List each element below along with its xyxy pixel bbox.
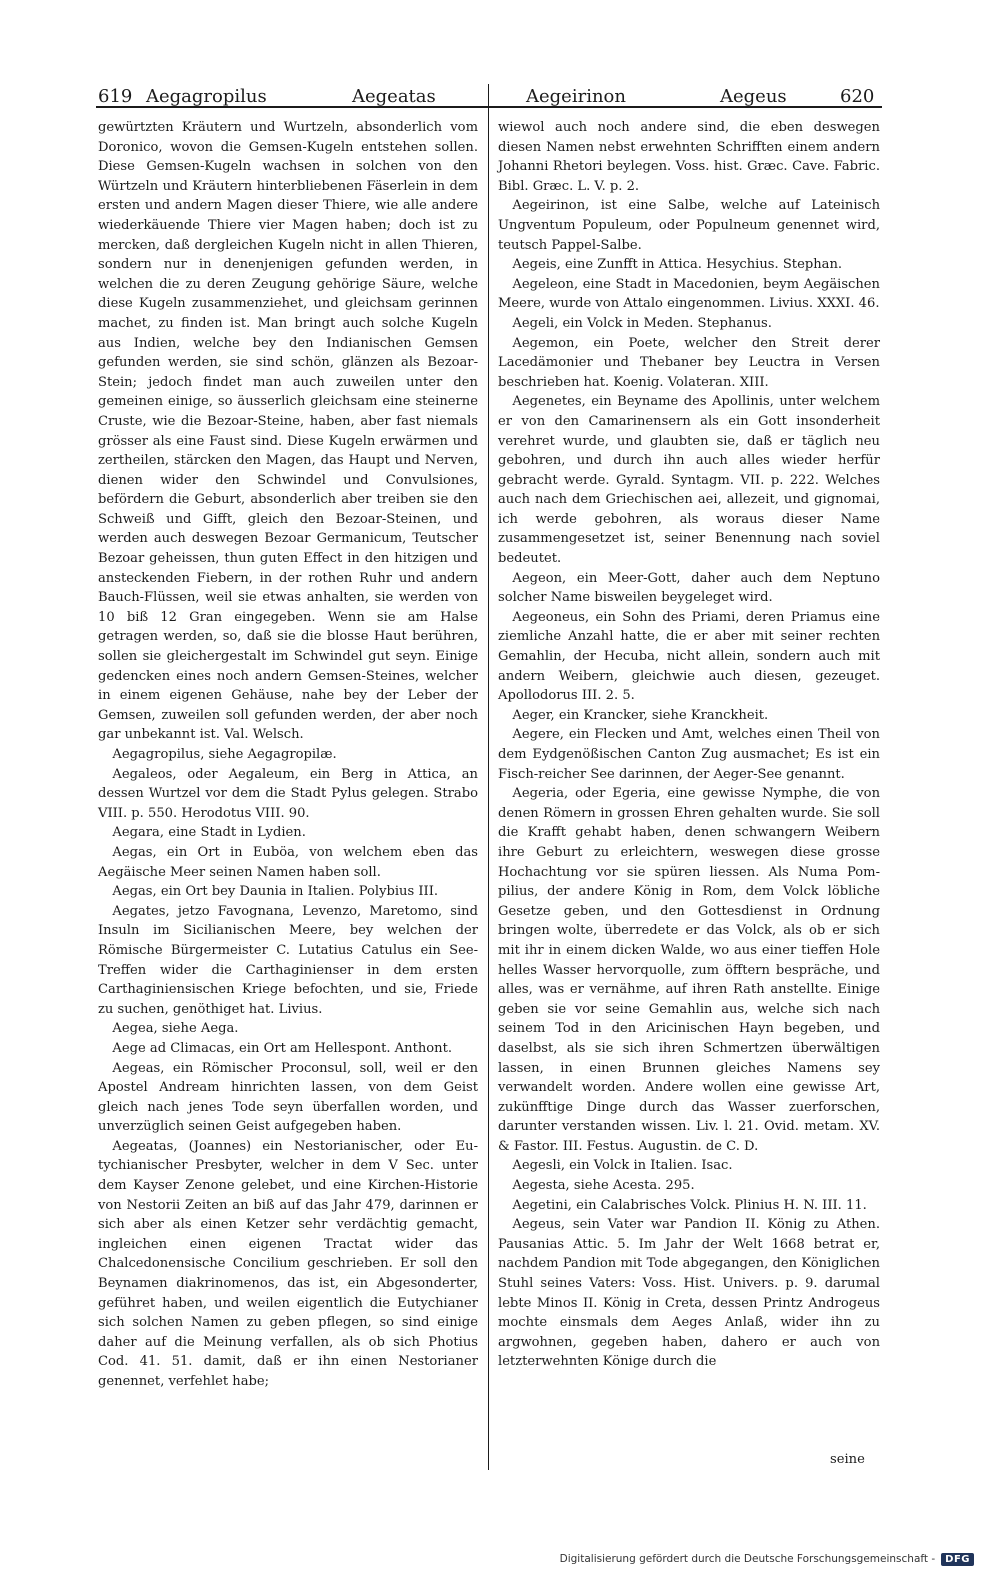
dictionary-entry: Aegemon, ein Poete, welcher den Streit derer Lacedämonier und Thebaner bey Leuctra in Versen beschrieben hat. Koenig. Volateran. XIII.	[498, 335, 880, 390]
left-text-column	[98, 118, 478, 1392]
dictionary-entry: Aegetini, ein Calabrisches Volck. Plinius H. N. III. 11.	[512, 1197, 867, 1213]
dictionary-entry: Aegere, ein Flecken und Amt, welches einen Theil von dem Eydgenößischen Canton Zug ausmachet; Es ist ein Fisch-reicher See darinnen, der Aeger-See genannt.	[498, 727, 880, 782]
header-right-first-entry: Aegeirinon	[526, 86, 626, 107]
dictionary-entry: Aegeus, sein Vater war Pandion II. König zu Athen. Pausanias Attic. 5. Im Jahr der Welt 1668 betrat er, nachdem Pandion mit Tode abgegangen, den Königlichen Stuhl seines Vaters: Voss. Hist. Univers. p. 9. darumal lebte Minos II. König in Creta, dessen Printz Androgeus mochte einsmals dem Aeges Anlaß, wider ihn zu argwohnen, gegeben haben, dahero er auch von letzterwehnten Könige durch die	[498, 1217, 880, 1370]
dictionary-entry: Aegeatas, (Joannes) ein Nestorianischer, oder Eutychianischer Presbyter, welcher in dem V Sec. unter dem Kayser Zenone gelebet, und eine Kirchen-Historie von Nestorii Zeiten an biß auf das Jahr 479, darinnen er sich aber als einen Ketzer sehr verdächtig gemacht, ingleichen einen eigenen Tractat wider das Chalcedonensische Concilium geschrieben. Er soll den Beynamen diakrinomenos, das ist, ein Abgesonderter, geführet haben, und weilen eigentlich die Eutychianer sich solchen Namen zu geben pflegen, so sind einige daher auf die Meinung verfallen, als ob sich Photius Cod. 41. 51. damit, daß er ihn einen Nestorianer genennet, verfehlet habe;	[98, 1138, 478, 1389]
dictionary-entry: Aegaleos, oder Aegaleum, ein Berg in Attica, an dessen Wurtzel vor dem die Stadt Pylus gelegen. Strabo VIII. p. 550. Herodotus VIII. 90.	[98, 766, 478, 821]
header-left-first-entry: Aegagropilus	[146, 86, 267, 107]
header-left-last-entry: Aegeatas	[352, 86, 436, 107]
right-text-column	[498, 118, 880, 1372]
dictionary-entry: Aegesta, siehe Acesta. 295.	[512, 1178, 695, 1194]
dictionary-entry: Aegeli, ein Volck in Meden. Stephanus.	[512, 315, 772, 331]
catchword: seine	[830, 1452, 865, 1467]
dictionary-entry: Aegeirinon, ist eine Salbe, welche auf Lateinisch Ungventum Populeum, oder Populneum genennet wird, teutsch Pappel-Salbe.	[498, 198, 880, 253]
dictionary-entry: Aegesli, ein Volck in Italien. Isac.	[512, 1158, 733, 1174]
running-header	[96, 80, 882, 116]
dictionary-entry: Aegara, eine Stadt in Lydien.	[112, 825, 306, 841]
dictionary-entry: Aegenetes, ein Beyname des Apollinis, unter welchem er von den Camarinensern als ein Gott insonderheit verehret wurde, und glaubten sie, daß er täglich neu gebohren, und durch ihn auch alles wieder herfür gebracht werde. Gyrald. Syntagm. VII. p. 222. Welches auch nach dem Griechischen aei, allezeit, und gignomai, ich werde gebohren, als woraus dieser Name zusammengesetzet ist, seiner Benennung nach soviel bedeutet.	[498, 394, 880, 567]
header-right-last-entry: Aegeus	[720, 86, 787, 107]
dictionary-entry: Aegeleon, eine Stadt in Macedonien, beym Aegäischen Meere, wurde von Attalo eingenommen. Livius. XXXI. 46.	[498, 276, 880, 312]
dictionary-entry: Aegeis, eine Zunfft in Attica. Hesychius. Stephan.	[512, 257, 843, 273]
continued-paragraph: wiewol auch noch andere sind, die eben deswegen diesen Namen nebst erwehnten Schrifften einem andern Johanni Rhetori beylegen. Voss. hist. Græc. Cave. Fabric. Bibl. Græc. L. V. p. 2.	[498, 120, 880, 194]
dictionary-entry: Aegeas, ein Römischer Proconsul, soll, weil er den Apostel Andream hinrichten lassen, von dem Geist gleich nach jenes Tode seyn überfallen worden, und unverzüglich seinen Geist aufgegeben haben.	[98, 1060, 478, 1135]
column-divider	[488, 84, 489, 1470]
page-number-right: 620	[840, 86, 875, 107]
dictionary-entry: Aegas, ein Ort in Euböa, von welchem eben das Aegäische Meer seinen Namen haben soll.	[98, 844, 478, 880]
page-number-left: 619	[98, 86, 133, 107]
dictionary-entry: Aegeon, ein Meer-Gott, daher auch dem Neptuno solcher Name bisweilen beygeleget wird.	[498, 570, 880, 606]
dictionary-entry: Aeger, ein Krancker, siehe Kranckheit.	[512, 707, 769, 723]
dictionary-entry: Aege ad Climacas, ein Ort am Hellespont. Anthont.	[112, 1040, 453, 1056]
dictionary-entry: Aegea, siehe Aega.	[112, 1021, 239, 1037]
dictionary-entry: Aegagropilus, siehe Aegagropilæ.	[112, 747, 337, 762]
header-rule	[96, 106, 882, 108]
credit-text: Digitalisierung gefördert durch die Deutsche Forschungsgemeinschaft -	[559, 1553, 936, 1565]
dictionary-entry: Aegates, jetzo Favognana, Levenzo, Maretomo, sind Insuln im Sicilianischen Meere, bey welchen der Römische Bürgermeister C. Lutatius Catulus ein See-Treffen wider die Carthaginienser in dem ersten Carthaginiensischen Kriege befochten, und sie, Friede zu suchen, genöthiget hat. Livius.	[98, 903, 478, 1017]
continued-paragraph: gewürtzten Kräutern und Wurtzeln, absonderlich vom Doronico, wovon die Gemsen-Kugeln entstehen sollen. Diese Gemsen-Kugeln wachsen in solchen von den Würtzeln und Kräutern hinterbliebenen Fäserlein in dem ersten und andern Magen dieser Thiere, wie alle andere wiederkäuende Thiere vier Magen haben; doch ist zu mercken, daß dergleichen Kugeln nicht in allen Thieren, sondern nur in denenjenigen gefunden werden, in welchen die zu deren Zeugung gehörige Säure, welche diese Kugeln zusammenziehet, und gleichsam gerinnen machet, zu finden ist. Man bringt auch solche Kugeln aus Indien, welche bey den Indianischen Gemsen gefunden werden, sie sind schön, glänzen als Bezoar-Stein; jedoch findet man auch zuweilen unter den gemeinen einige, so äusserlich gleichsam eine steinerne Cruste, wie die Bezoar-Steine, haben, aber fast niemals grösser als eine Faust sind. Diese Kugeln erwärmen und zertheilen, stärcken den Magen, das Haupt und Nerven, dienen wider den Schwindel und Convulsiones, befördern die Geburt, absonderlich aber treiben sie den Schweiß und Gifft, gleich den Bezoar-Steinen, und werden auch deswegen Bezoar Germanicum, Teutscher Bezoar geheissen, thun guten Effect in den hitzigen und ansteckenden Fiebern, in der rothen Ruhr und andern Bauch-Flüssen, weil sie etwas anhalten, sie werden von 10 biß 12 Gran eingegeben. Wenn sie am Halse getragen werden, so, daß sie die blosse Haut berühren, sollen sie gleichergestalt im Schwindel gut seyn. Einige gedencken eines noch andern Gemsen-Steines, welcher in einem eigenen Gehäuse, nahe bey der Leber der Gemsen, zuweilen soll gefunden werden, der aber noch gar unbekannt ist. Val. Welsch.	[98, 120, 478, 743]
dictionary-entry: Aegeoneus, ein Sohn des Priami, deren Priamus eine ziemliche Anzahl hatte, die er aber mit seiner rechten Gemahlin, der Hecuba, nicht allein, sondern auch mit andern Weibern, gleichwie auch diesen, gezeuget. Apollodorus III. 2. 5.	[498, 609, 880, 704]
digitization-credit	[560, 1550, 974, 1568]
dictionary-entry: Aegeria, oder Egeria, eine gewisse Nymphe, die von denen Römern in grossen Ehren gehalten wurde. Sie soll die Krafft gehabt haben, denen schwangern Weibern ihre Geburt zu erleichtern, weswegen diese grosse Hochachtung vor sie spüren liessen. Als Numa Pompilius, der andere König in Rom, dem Volck löbliche Gesetze geben, und den Gottesdienst in Ordnung bringen wolte, überredete er das Volck, als ob er sich mit ihr in einem dicken Walde, wo aus einer tieffen Hole helles Wasser hervorquolle, zum öfftern bespräche, und alles, was er vernähme, auf ihren Rath anstellte. Einige geben sie vor seine Gemahlin aus, welche sich nach seinem Tod in den Aricinischen Hayn begeben, und daselbst, als sie sich ihren Schmertzen überwältigen lassen, in einen Brunnen gleiches Namens sey verwandelt worden. Andere wollen eine gewisse Art, zukünfftige Dinge durch das Wasser zuerforschen, darunter verstanden wissen. Liv. l. 21. Ovid. metam. XV. & Fastor. III. Festus. Augustin. de C. D.	[498, 786, 880, 1154]
dictionary-entry: Aegas, ein Ort bey Daunia in Italien. Polybius III.	[112, 884, 439, 900]
dfg-logo: DFG	[941, 1553, 974, 1566]
